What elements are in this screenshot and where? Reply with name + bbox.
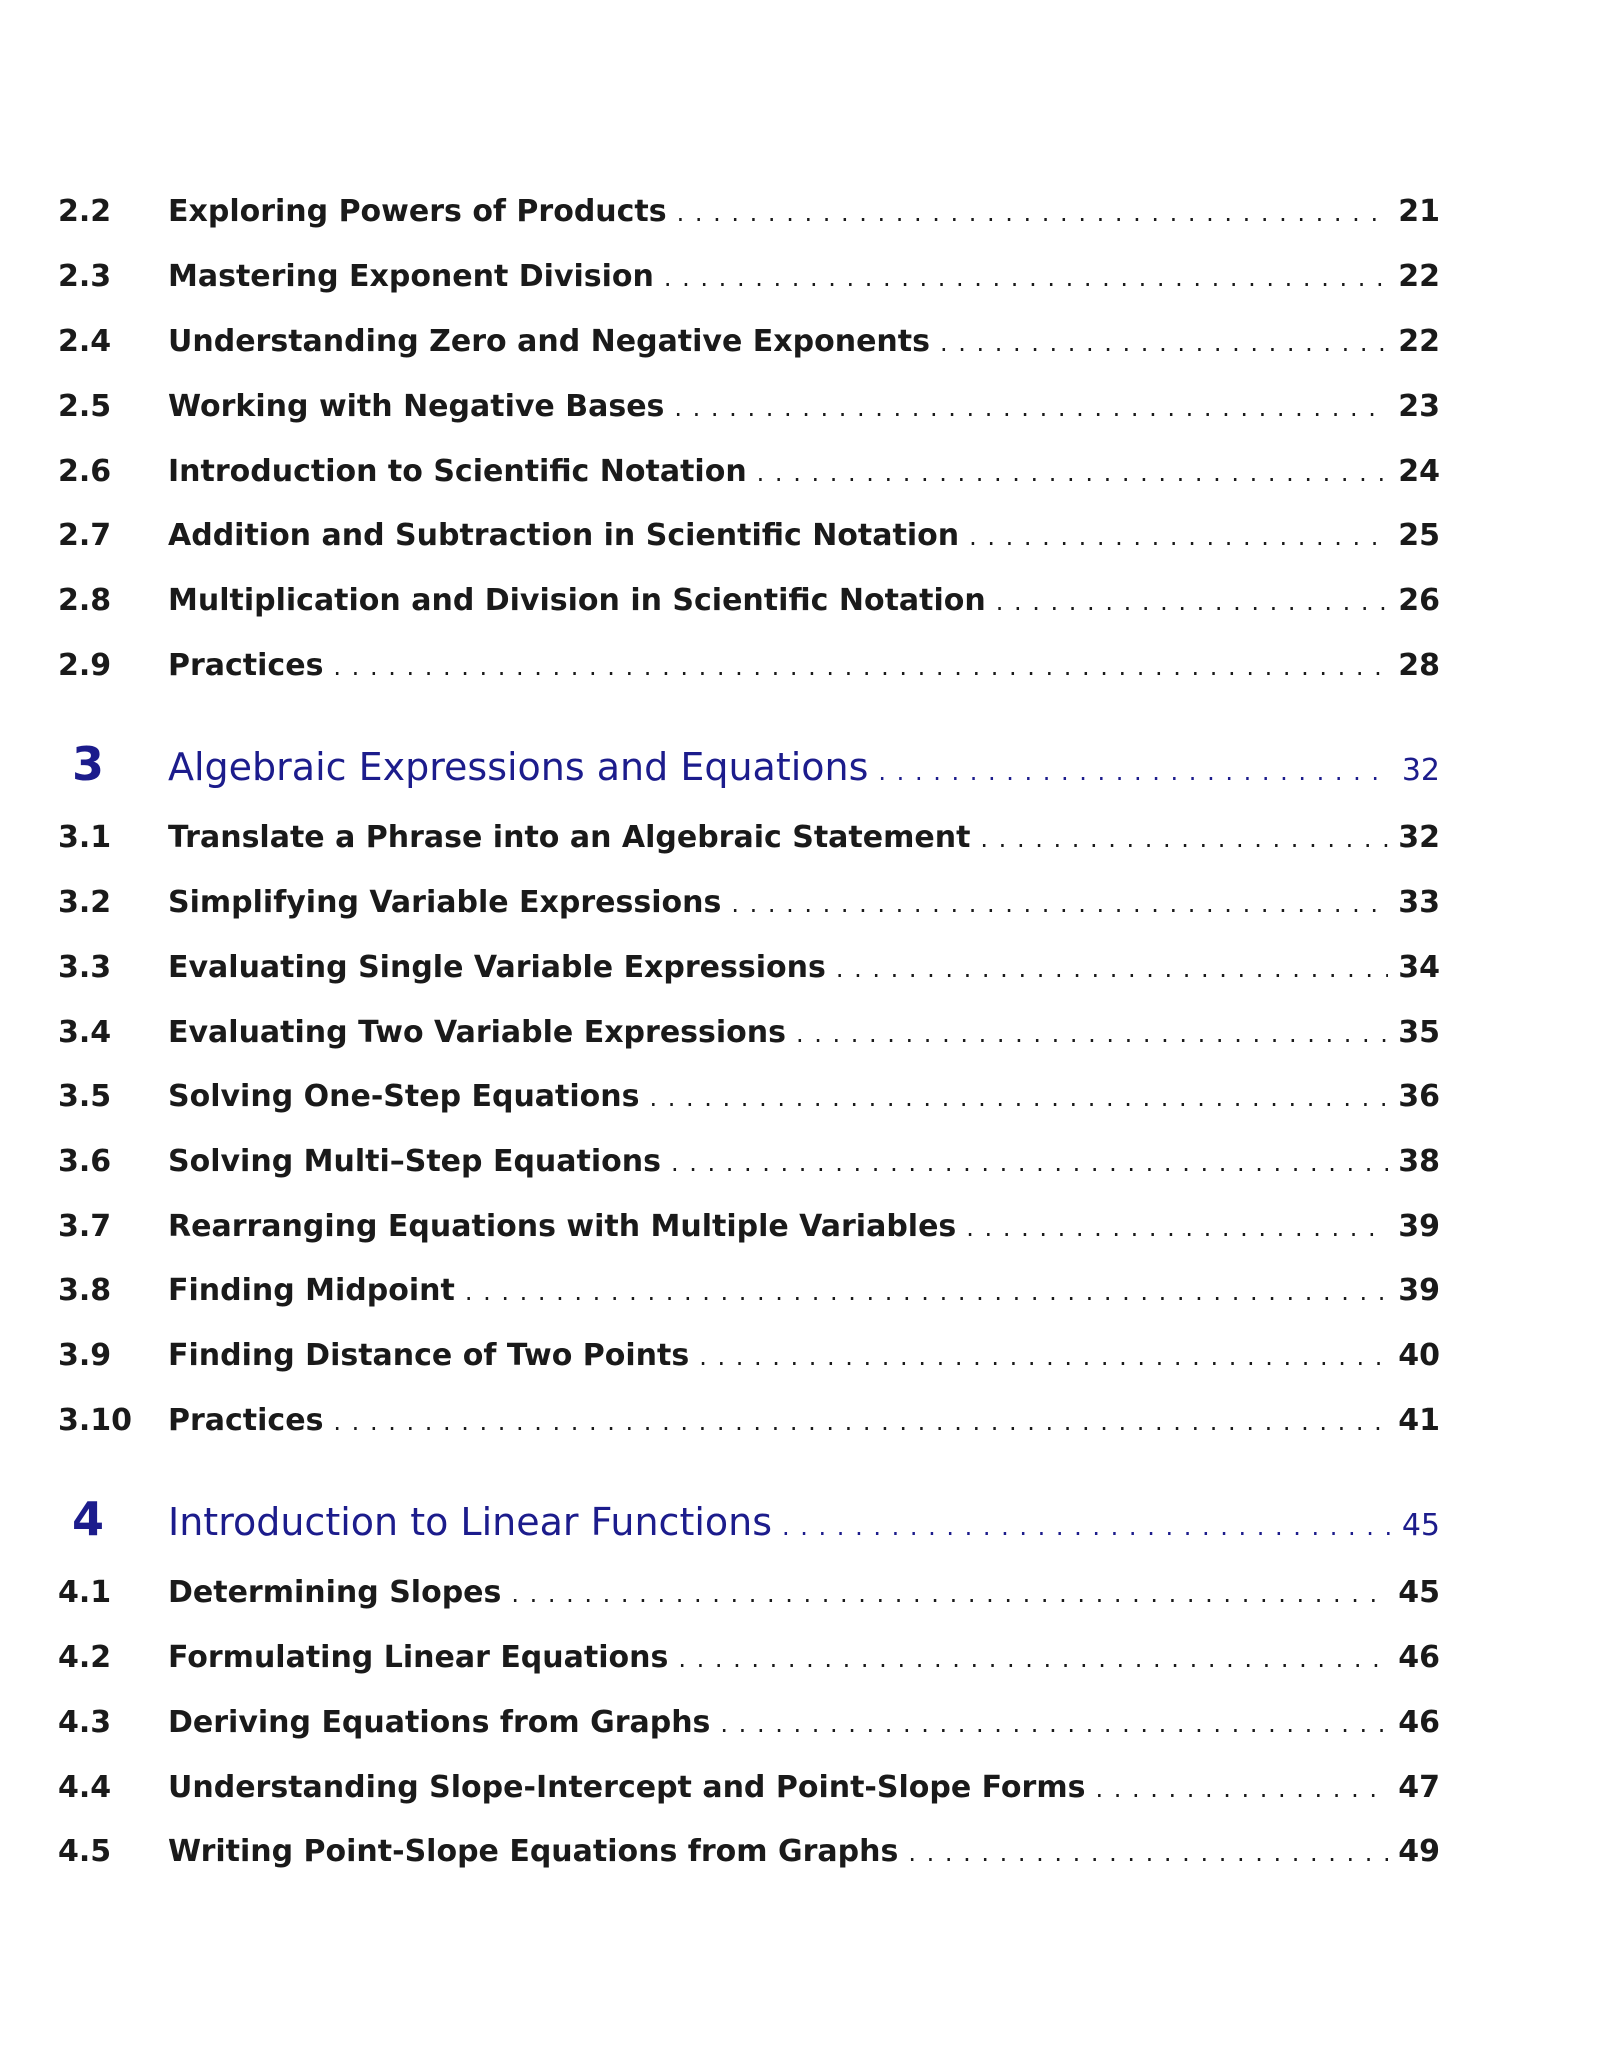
dot-leader: [333, 1402, 1388, 1442]
toc-entry-title: Practices: [168, 1403, 324, 1438]
toc-entry-2-3[interactable]: [58, 257, 1440, 298]
dot-leader: [677, 193, 1389, 233]
toc-chapter-4[interactable]: [58, 1492, 1440, 1551]
toc-entry-number: 2.4: [58, 324, 112, 359]
toc-entry-4-5[interactable]: [58, 1832, 1440, 1873]
toc-entry-3-10[interactable]: [58, 1401, 1440, 1442]
dot-leader: [674, 388, 1388, 428]
toc-entry-page: 28: [1398, 648, 1440, 683]
dot-leader: [511, 1574, 1388, 1614]
dot-leader: [908, 1833, 1388, 1873]
toc-entry-number: 2.2: [58, 194, 112, 229]
toc-entry-page: 32: [1398, 820, 1440, 855]
toc-entry-title: Understanding Zero and Negative Exponents: [168, 324, 930, 359]
toc-entry-page: 47: [1398, 1770, 1440, 1805]
toc-chapter-title: Introduction to Linear Functions: [168, 1500, 773, 1544]
dot-leader: [678, 1639, 1388, 1679]
toc-entry-title: Simplifying Variable Expressions: [168, 885, 722, 920]
toc-entry-title: Working with Negative Bases: [168, 389, 665, 424]
toc-entry-4-1[interactable]: [58, 1573, 1440, 1614]
dot-leader: [731, 884, 1388, 924]
toc-entry-2-9[interactable]: [58, 646, 1440, 687]
toc-entry-number: 3.5: [58, 1079, 112, 1114]
toc-entry-number: 3.1: [58, 820, 112, 855]
dot-leader: [966, 1208, 1388, 1248]
toc-entry-page: 40: [1398, 1338, 1440, 1373]
toc-entry-page: 23: [1398, 389, 1440, 424]
toc-entry-page: 25: [1398, 518, 1440, 553]
toc-entry-number: 4.1: [58, 1575, 112, 1610]
dot-leader: [650, 1078, 1389, 1118]
toc-entry-number: 2.3: [58, 259, 112, 294]
dot-leader: [720, 1704, 1388, 1744]
toc-entry-number: 2.7: [58, 518, 112, 553]
dot-leader: [796, 1014, 1388, 1054]
toc-entry-number: 3.3: [58, 950, 112, 985]
toc-chapter-3[interactable]: [58, 737, 1440, 796]
toc-entry-number: 4.3: [58, 1705, 112, 1740]
toc-entry-title: Writing Point-Slope Equations from Graphs: [168, 1834, 899, 1869]
toc-entry-number: 2.8: [58, 583, 112, 618]
toc-entry-2-4[interactable]: [58, 322, 1440, 363]
dot-leader: [980, 819, 1388, 859]
toc-entry-page: 46: [1398, 1640, 1440, 1675]
toc-entry-title: Finding Distance of Two Points: [168, 1338, 690, 1373]
toc-entry-3-8[interactable]: [58, 1271, 1440, 1312]
toc-entry-page: 41: [1398, 1403, 1440, 1438]
toc-entry-title: Rearranging Equations with Multiple Variables: [168, 1209, 957, 1244]
toc-entry-number: 4.4: [58, 1770, 112, 1805]
toc-entry-3-9[interactable]: [58, 1336, 1440, 1377]
toc-entry-number: 3.6: [58, 1144, 112, 1179]
toc-entry-number: 3.7: [58, 1209, 112, 1244]
toc-entry-number: 3.4: [58, 1015, 112, 1050]
toc-entry-3-3[interactable]: [58, 948, 1440, 989]
toc-entry-number: 2.5: [58, 389, 112, 424]
toc-entry-page: 21: [1398, 194, 1440, 229]
toc-entry-title: Evaluating Single Variable Expressions: [168, 950, 826, 985]
toc-entry-4-4[interactable]: [58, 1768, 1440, 1809]
toc-entry-4-2[interactable]: [58, 1638, 1440, 1679]
toc-entry-4-3[interactable]: [58, 1703, 1440, 1744]
toc-entry-page: 39: [1398, 1209, 1440, 1244]
toc-entry-3-2[interactable]: [58, 883, 1440, 924]
toc-entry-2-5[interactable]: [58, 387, 1440, 428]
dot-leader: [940, 323, 1388, 363]
toc-entry-2-7[interactable]: [58, 516, 1440, 557]
dot-leader: [878, 748, 1391, 796]
toc-entry-title: Solving One-Step Equations: [168, 1079, 640, 1114]
toc-entry-number: 3.8: [58, 1273, 112, 1308]
toc-entry-title: Multiplication and Division in Scientific Notation: [168, 583, 986, 618]
toc-entry-title: Mastering Exponent Division: [168, 259, 654, 294]
toc-entry-page: 34: [1398, 950, 1440, 985]
toc-entry-2-8[interactable]: [58, 581, 1440, 622]
toc-entry-title: Exploring Powers of Products: [168, 194, 667, 229]
toc-entry-page: 45: [1398, 1575, 1440, 1610]
toc-entry-page: 22: [1398, 259, 1440, 294]
toc-entry-page: 35: [1398, 1015, 1440, 1050]
toc-entry-3-6[interactable]: [58, 1142, 1440, 1183]
toc-entry-title: Understanding Slope-Intercept and Point-Slope Forms: [168, 1770, 1086, 1805]
toc-entry-page: 33: [1398, 885, 1440, 920]
toc-entry-title: Translate a Phrase into an Algebraic Statement: [168, 820, 971, 855]
toc-entry-page: 36: [1398, 1079, 1440, 1114]
toc-entry-number: 2.6: [58, 454, 112, 489]
dot-leader: [664, 258, 1388, 298]
toc-entry-3-4[interactable]: [58, 1013, 1440, 1054]
toc-entry-number: 3.10: [58, 1403, 133, 1438]
toc-entry-number: 4.5: [58, 1834, 112, 1869]
dot-leader: [757, 453, 1389, 493]
dot-leader: [969, 517, 1388, 557]
toc-entry-number: 2.9: [58, 648, 112, 683]
dot-leader: [671, 1143, 1388, 1183]
toc-entry-3-7[interactable]: [58, 1207, 1440, 1248]
toc-chapter-number: 3: [72, 737, 105, 791]
toc-entry-number: 3.9: [58, 1338, 112, 1373]
toc-entry-number: 4.2: [58, 1640, 112, 1675]
toc-chapter-page: 45: [1401, 1508, 1440, 1543]
dot-leader: [333, 647, 1388, 687]
toc-entry-page: 38: [1398, 1144, 1440, 1179]
toc-entry-title: Solving Multi–Step Equations: [168, 1144, 661, 1179]
toc-entry-title: Addition and Subtraction in Scientific Notation: [168, 518, 960, 553]
toc-entry-title: Evaluating Two Variable Expressions: [168, 1015, 786, 1050]
toc-chapter-page: 32: [1401, 753, 1440, 788]
toc-entry-title: Finding Midpoint: [168, 1273, 455, 1308]
toc-entry-page: 22: [1398, 324, 1440, 359]
toc-entry-title: Determining Slopes: [168, 1575, 502, 1610]
toc-entry-page: 39: [1398, 1273, 1440, 1308]
dot-leader: [996, 582, 1388, 622]
dot-leader: [465, 1272, 1388, 1312]
toc-entry-number: 3.2: [58, 885, 112, 920]
toc-chapter-title: Algebraic Expressions and Equations: [168, 745, 869, 789]
toc-entry-page: 26: [1398, 583, 1440, 618]
toc-entry-title: Introduction to Scientific Notation: [168, 454, 747, 489]
dot-leader: [782, 1503, 1392, 1551]
toc-entry-2-6[interactable]: [58, 452, 1440, 493]
dot-leader: [699, 1337, 1388, 1377]
toc-chapter-number: 4: [72, 1492, 105, 1546]
toc-entry-2-2[interactable]: [58, 192, 1440, 233]
toc-entry-page: 24: [1398, 454, 1440, 489]
toc-entry-page: 49: [1398, 1834, 1440, 1869]
toc-entry-title: Practices: [168, 648, 324, 683]
toc-entry-3-1[interactable]: [58, 818, 1440, 859]
toc-entry-page: 46: [1398, 1705, 1440, 1740]
toc-entry-title: Formulating Linear Equations: [168, 1640, 669, 1675]
dot-leader: [1095, 1769, 1388, 1809]
toc-entry-3-5[interactable]: [58, 1077, 1440, 1118]
toc-entry-title: Deriving Equations from Graphs: [168, 1705, 711, 1740]
dot-leader: [836, 949, 1388, 989]
